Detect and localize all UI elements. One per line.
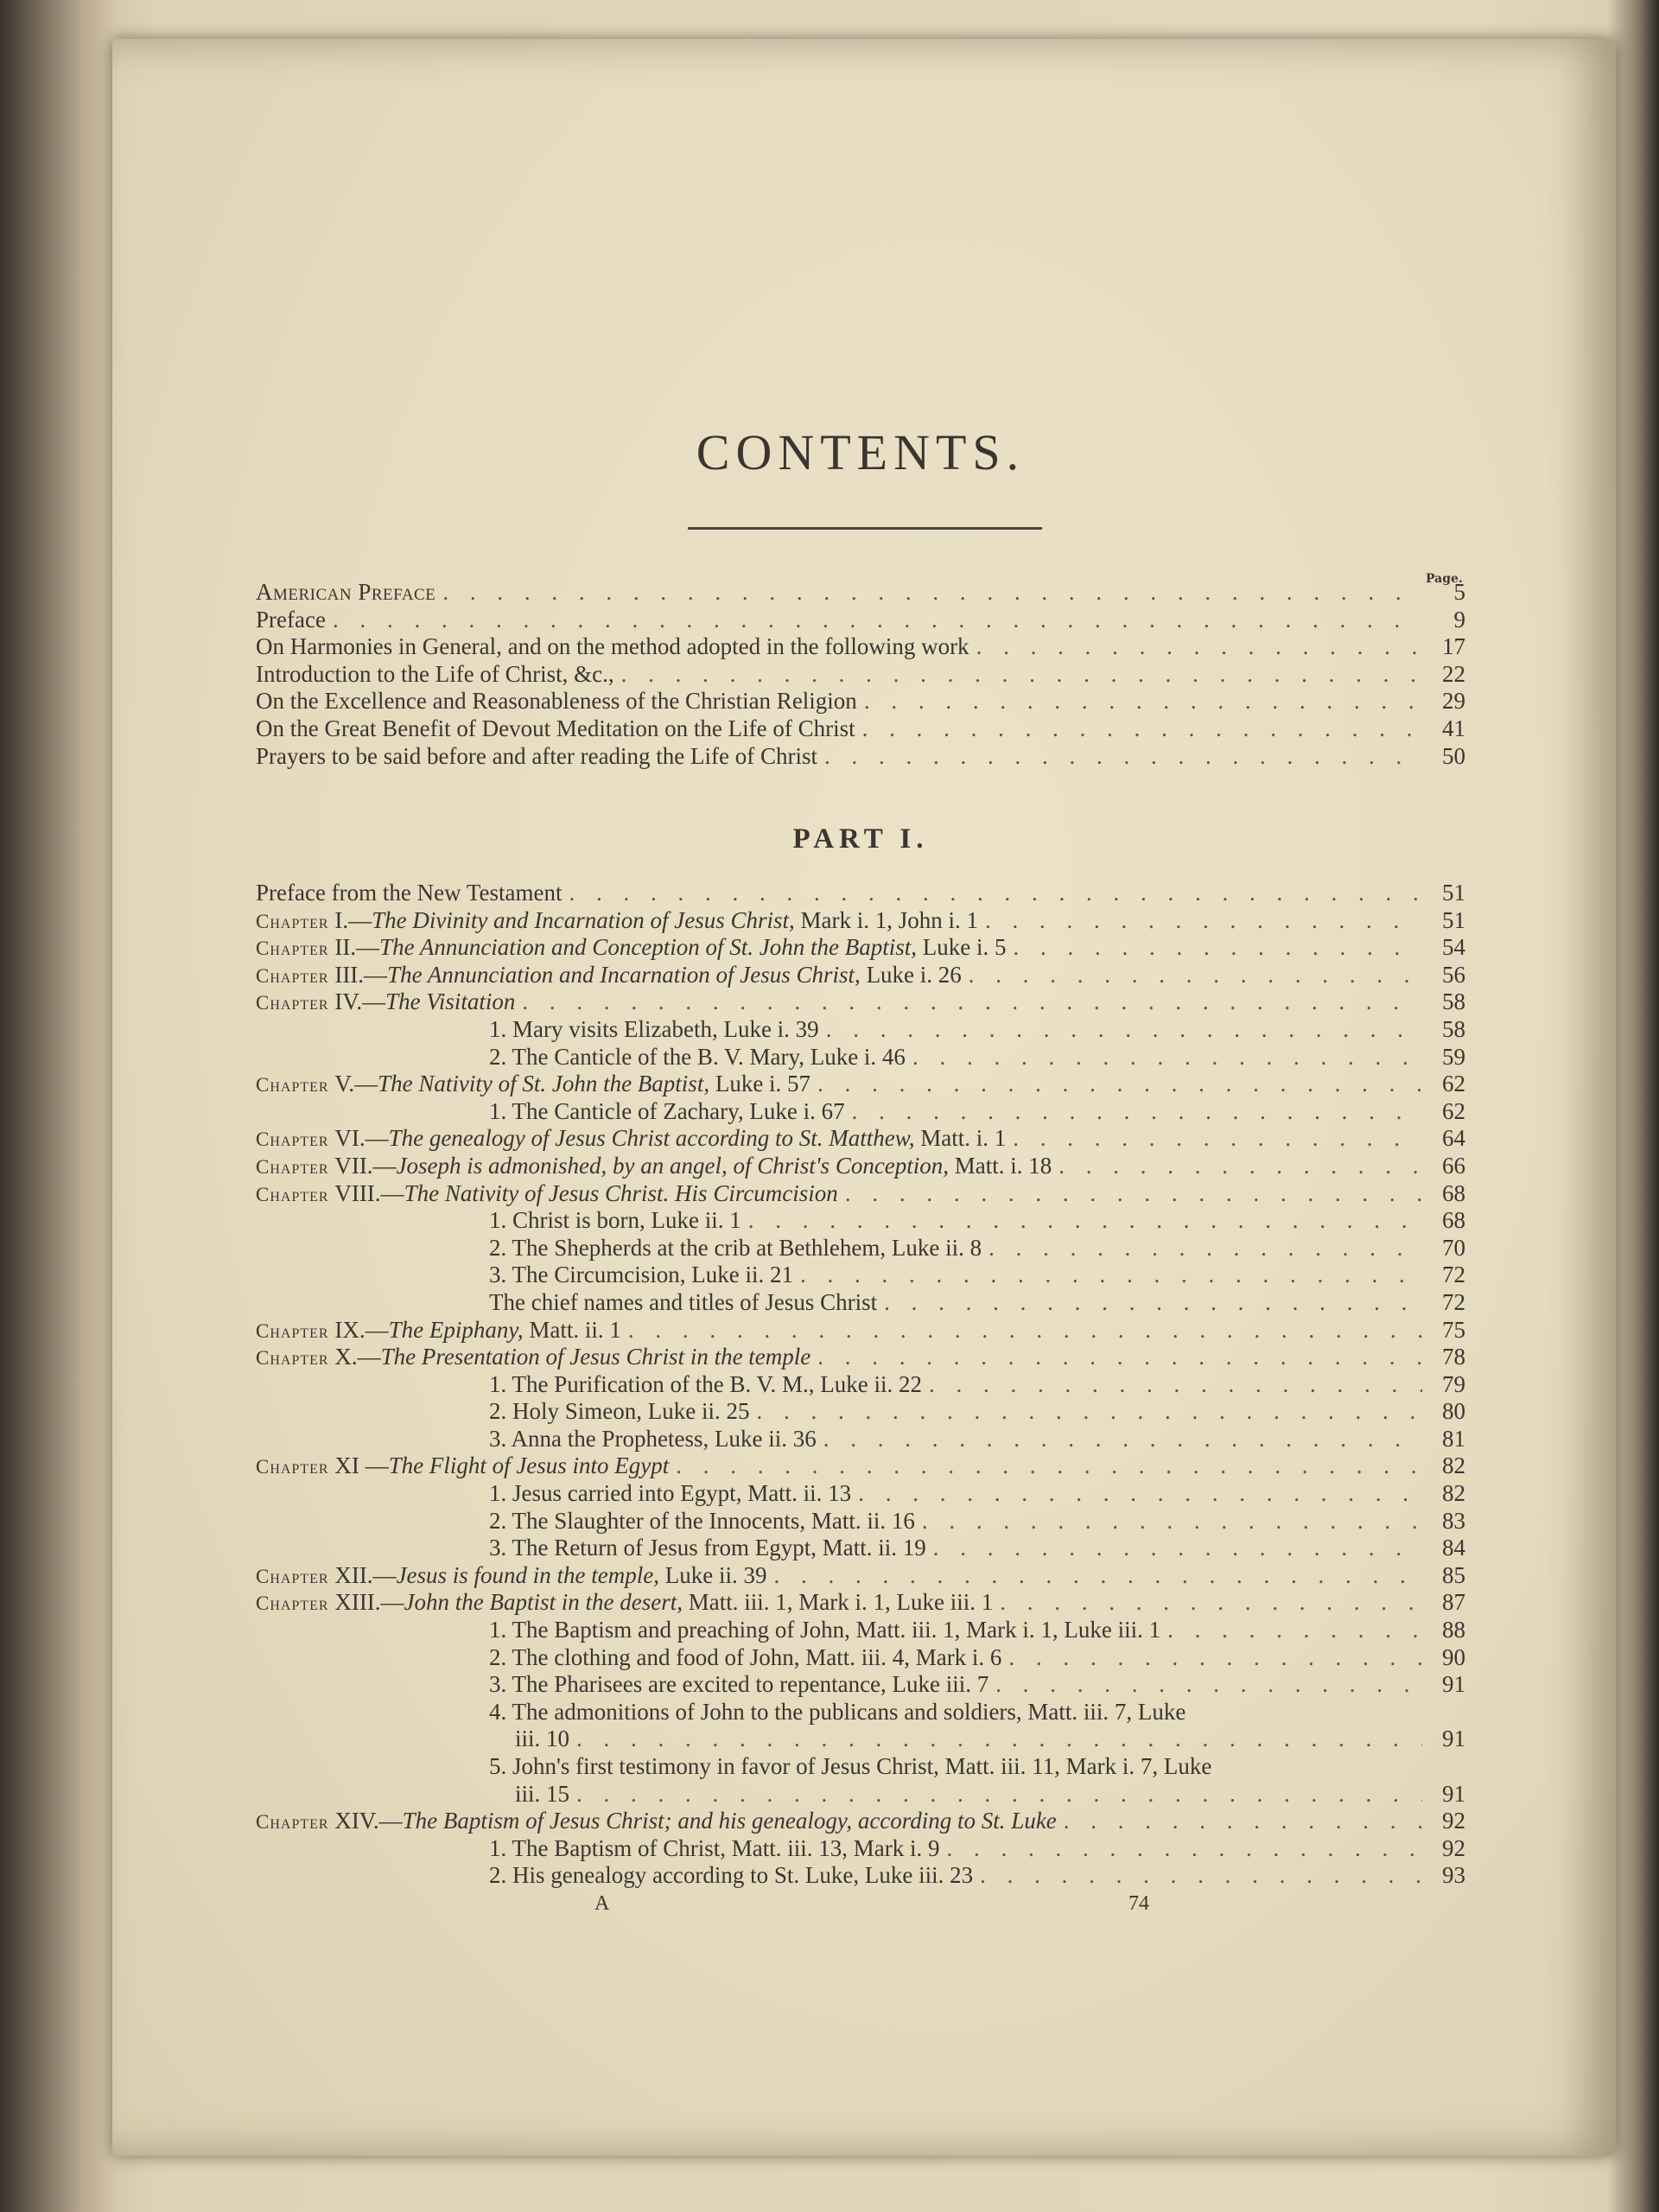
toc-page: 58 [1442, 1015, 1465, 1042]
chapter-reference: Luke i. 57 [709, 1071, 811, 1097]
toc-page: 83 [1442, 1507, 1465, 1534]
subsection-label: 3. The Return of Jesus from Egypt, Matt. ii. 19 [489, 1535, 926, 1561]
chapter-label [256, 1562, 767, 1591]
toc-page: 70 [1442, 1234, 1465, 1261]
signature-mark: A [594, 1892, 610, 1915]
chapter-number: XI — [334, 1452, 389, 1479]
dot-leader [1064, 1808, 1422, 1835]
dot-leader [1008, 1644, 1422, 1672]
chapter-label [256, 1125, 1006, 1154]
toc-row [256, 661, 1465, 689]
subsection-row [256, 1699, 1465, 1726]
subsection-row [256, 1016, 1465, 1044]
toc-page: 51 [1442, 906, 1465, 933]
page-title: CONTENTS. [696, 424, 1026, 480]
dot-leader [621, 661, 1422, 689]
subsection-row [256, 1753, 1465, 1781]
dot-leader [824, 743, 1422, 771]
dot-leader [912, 1044, 1422, 1071]
toc-row [256, 688, 1465, 715]
chapter-reference: Matt. i. 18 [949, 1152, 1052, 1179]
chapter-row [256, 1180, 1465, 1208]
chapter-word: Chapter [256, 1319, 329, 1342]
toc-label: Preface from the New Testament [256, 880, 563, 906]
dot-leader [933, 1535, 1422, 1562]
dot-leader [628, 1317, 1422, 1344]
dot-leader [980, 1862, 1422, 1890]
chapter-word: Chapter [256, 1128, 329, 1151]
chapter-word: Chapter [256, 910, 329, 932]
toc-row [256, 579, 1465, 607]
chapter-row [256, 1317, 1465, 1344]
toc-page: 5 [1453, 579, 1465, 605]
subsection-row [256, 1535, 1465, 1562]
subsection-label: 1. The Purification of the B. V. M., Luke ii. 22 [489, 1370, 922, 1397]
dot-leader [800, 1262, 1422, 1289]
toc-page: 9 [1453, 606, 1465, 632]
title-rule [688, 527, 1042, 530]
chapter-reference: Matt. i. 1 [914, 1125, 1007, 1152]
subsection-label: 2. The clothing and food of John, Matt. iii. 4, Mark i. 6 [489, 1643, 1002, 1670]
toc-page: 50 [1442, 742, 1465, 769]
chapter-word: Chapter [256, 992, 329, 1014]
subsection-label: 2. The Slaughter of the Innocents, Matt. ii. 16 [489, 1507, 915, 1534]
dot-leader [576, 1781, 1422, 1808]
toc-page: 91 [1442, 1780, 1465, 1807]
chapter-row [256, 1808, 1465, 1835]
chapter-number: X.— [334, 1344, 381, 1370]
chapter-reference: Luke i. 5 [917, 934, 1007, 961]
chapter-number: II.— [334, 934, 380, 961]
chapter-title: The Baptism of Jesus Christ; and his genealogy, according to St. Luke [402, 1808, 1057, 1834]
chapter-word: Chapter [256, 938, 329, 960]
dot-leader [333, 607, 1422, 634]
chapter-number: V.— [334, 1071, 378, 1097]
dot-leader [817, 1344, 1422, 1371]
dot-leader [845, 1180, 1422, 1208]
chapter-title: The Visitation [385, 988, 516, 1015]
toc-page: 90 [1442, 1643, 1465, 1670]
dot-leader [442, 579, 1422, 607]
chapter-label [256, 934, 1007, 963]
subsection-row [256, 1262, 1465, 1289]
toc-page: 79 [1442, 1370, 1465, 1397]
front-matter-list [256, 579, 1465, 770]
chapter-row [256, 1344, 1465, 1371]
subsection-label: 3. Anna the Prophetess, Luke ii. 36 [489, 1425, 817, 1452]
chapter-row [256, 1153, 1465, 1180]
toc-page: 84 [1442, 1535, 1465, 1561]
chapter-reference: Matt. iii. 1, Mark i. 1, Luke iii. 1 [683, 1589, 994, 1616]
chapter-reference: Luke ii. 39 [659, 1561, 767, 1588]
subsection-row [256, 1862, 1465, 1890]
subsection-row [256, 1671, 1465, 1699]
subsection-row [256, 1289, 1465, 1317]
dot-leader [1167, 1617, 1422, 1644]
chapter-title: The Annunciation and Conception of St. John the Baptist, [379, 934, 918, 961]
dot-leader [922, 1508, 1422, 1535]
part-one-list [256, 880, 1465, 1890]
chapter-title: The Epiphany, [388, 1316, 524, 1343]
dot-leader [1014, 934, 1423, 962]
dot-leader [988, 1235, 1422, 1262]
subsection-row [256, 1508, 1465, 1535]
chapter-number: IV.— [334, 988, 386, 1015]
subsection-row [256, 1644, 1465, 1672]
dot-leader [946, 1835, 1422, 1863]
dot-leader [823, 1426, 1422, 1453]
toc-row [256, 880, 1465, 907]
dot-leader [976, 633, 1422, 661]
dot-leader [995, 1671, 1422, 1699]
subsection-row [256, 1426, 1465, 1453]
toc-label: On the Excellence and Reasonableness of the Christian Religion [256, 688, 857, 715]
dot-leader [1000, 1589, 1422, 1617]
chapter-label [256, 1317, 621, 1345]
dot-leader [826, 1016, 1422, 1044]
subsection-label: 5. John's first testimony in favor of Jesus Christ, Matt. iii. 11, Mark i. 7, Luke [489, 1753, 1212, 1779]
chapter-row [256, 934, 1465, 962]
subsection-continuation-row [256, 1781, 1465, 1808]
toc-page: 87 [1442, 1589, 1465, 1616]
dot-leader [817, 1071, 1422, 1098]
toc-page: 68 [1442, 1207, 1465, 1234]
dot-leader [1058, 1153, 1422, 1180]
chapter-label [256, 1180, 838, 1209]
subsection-label: 1. The Baptism and preaching of John, Matt. iii. 1, Mark i. 1, Luke iii. 1 [489, 1617, 1161, 1643]
subsection-label: 1. The Baptism of Christ, Matt. iii. 13, Mark i. 9 [489, 1834, 940, 1861]
toc-label: Preface [256, 606, 326, 632]
dot-leader [569, 880, 1422, 907]
chapter-word: Chapter [256, 1155, 329, 1178]
subsection-continuation: iii. 15 [515, 1780, 570, 1807]
chapter-reference: Matt. ii. 1 [523, 1316, 621, 1343]
dot-leader [774, 1562, 1423, 1590]
toc-page: 72 [1442, 1262, 1465, 1288]
chapter-label [256, 962, 962, 990]
chapter-reference: Mark i. 1, John i. 1 [794, 906, 979, 933]
subsection-row [256, 1098, 1465, 1126]
chapter-title: The Divinity and Incarnation of Jesus Christ, [372, 906, 795, 933]
chapter-word: Chapter [256, 1456, 329, 1478]
page-column-label: Page. [1426, 572, 1463, 586]
chapter-word: Chapter [256, 1074, 329, 1096]
chapter-word: Chapter [256, 1565, 329, 1587]
subsection-label: 4. The admonitions of John to the publicans and soldiers, Matt. iii. 7, Luke [489, 1698, 1186, 1725]
chapter-title: The Nativity of St. John the Baptist, [378, 1071, 710, 1097]
subsection-row [256, 1398, 1465, 1426]
toc-row [256, 715, 1465, 743]
subsection-label: 2. The Shepherds at the crib at Bethlehem, Luke ii. 8 [489, 1234, 982, 1261]
subsection-label: 2. His genealogy according to St. Luke, Luke iii. 23 [489, 1862, 974, 1889]
toc-page: 80 [1442, 1398, 1465, 1425]
chapter-title: The Flight of Jesus into Egypt [388, 1452, 670, 1479]
subsection-row [256, 1835, 1465, 1863]
dot-leader [576, 1726, 1422, 1753]
dot-leader [864, 688, 1422, 715]
chapter-reference: Luke i. 26 [860, 961, 962, 988]
toc-page: 58 [1442, 988, 1465, 1015]
subsection-label: 2. The Canticle of the B. V. Mary, Luke i. 46 [489, 1043, 906, 1070]
dot-leader [929, 1371, 1422, 1399]
chapter-label [256, 1452, 669, 1481]
dot-leader [1013, 1125, 1422, 1153]
chapter-row [256, 1589, 1465, 1617]
toc-page: 41 [1442, 715, 1465, 741]
chapter-title: John the Baptist in the desert, [404, 1589, 683, 1616]
toc-page: 75 [1442, 1316, 1465, 1343]
chapter-row [256, 988, 1465, 1016]
subsection-label: 1. Christ is born, Luke ii. 1 [489, 1207, 741, 1234]
subsection-label: 1. Mary visits Elizabeth, Luke i. 39 [489, 1015, 819, 1042]
toc-page: 82 [1442, 1480, 1465, 1507]
toc-page: 78 [1442, 1344, 1465, 1370]
chapter-number: XII.— [334, 1561, 397, 1588]
subsection-continuation: iii. 10 [515, 1726, 570, 1752]
toc-page: 59 [1442, 1043, 1465, 1070]
chapter-label [256, 1589, 993, 1618]
chapter-title: The genealogy of Jesus Christ according to St. Matthew, [388, 1125, 915, 1152]
chapter-number: XIII.— [334, 1589, 404, 1616]
subsection-row [256, 1480, 1465, 1508]
toc-row [256, 633, 1465, 661]
chapter-title: The Presentation of Jesus Christ in the temple [380, 1344, 811, 1370]
subsection-label: 1. Jesus carried into Egypt, Matt. ii. 13 [489, 1480, 852, 1507]
chapter-label [256, 1344, 810, 1372]
subsection-row [256, 1207, 1465, 1235]
chapter-number: XIV.— [334, 1808, 403, 1834]
chapter-label [256, 1071, 810, 1099]
subsection-row [256, 1235, 1465, 1262]
toc-page: 17 [1442, 633, 1465, 660]
toc-label: On Harmonies in General, and on the method adopted in the following work [256, 633, 969, 660]
toc-label: American Preface [256, 579, 436, 605]
chapter-number: III.— [334, 961, 388, 988]
dot-leader [969, 962, 1422, 989]
chapter-label [256, 988, 515, 1017]
chapter-word: Chapter [256, 964, 329, 987]
subsection-row [256, 1371, 1465, 1399]
subsection-label: The chief names and titles of Jesus Christ [489, 1288, 878, 1315]
subsection-label: 1. The Canticle of Zachary, Luke i. 67 [489, 1097, 845, 1124]
dot-leader [676, 1452, 1422, 1480]
chapter-number: I.— [334, 906, 372, 933]
toc-page: 72 [1442, 1288, 1465, 1315]
chapter-row [256, 962, 1465, 989]
toc-page: 22 [1442, 660, 1465, 687]
subsection-row [256, 1044, 1465, 1071]
toc-label: On the Great Benefit of Devout Meditation on the Life of Christ [256, 715, 855, 741]
subsection-label: 2. Holy Simeon, Luke ii. 25 [489, 1398, 750, 1425]
chapter-row [256, 1562, 1465, 1590]
dot-leader [985, 907, 1422, 935]
chapter-row [256, 907, 1465, 935]
toc-page: 68 [1442, 1179, 1465, 1206]
toc-page: 93 [1442, 1862, 1465, 1889]
toc-label: Prayers to be said before and after reading the Life of Christ [256, 742, 818, 769]
dot-leader [756, 1398, 1422, 1426]
chapter-title: The Nativity of Jesus Christ. His Circumcision [404, 1179, 838, 1206]
chapter-title: The Annunciation and Incarnation of Jesus Christ, [387, 961, 861, 988]
chapter-label [256, 1808, 1057, 1836]
chapter-title: Joseph is admonished, by an angel, of Christ's Conception, [396, 1152, 950, 1179]
toc-page: 81 [1442, 1425, 1465, 1452]
chapter-word: Chapter [256, 1592, 329, 1615]
chapter-row [256, 1125, 1465, 1153]
dot-leader [522, 988, 1422, 1016]
toc-page: 91 [1442, 1671, 1465, 1698]
chapter-number: IX.— [334, 1316, 389, 1343]
toc-page: 92 [1442, 1834, 1465, 1861]
chapter-word: Chapter [256, 1347, 329, 1370]
dot-leader [884, 1289, 1422, 1317]
chapter-row [256, 1071, 1465, 1098]
toc-page: 88 [1442, 1617, 1465, 1643]
chapter-number: VII.— [334, 1152, 397, 1179]
subsection-label: 3. The Circumcision, Luke ii. 21 [489, 1262, 793, 1288]
part-heading: PART I. [792, 823, 929, 855]
toc-page: 91 [1442, 1726, 1465, 1752]
toc-page: 66 [1442, 1152, 1465, 1179]
toc-page: 85 [1442, 1561, 1465, 1588]
chapter-label [256, 1153, 1052, 1181]
toc-page: 51 [1442, 880, 1465, 906]
toc-page: 54 [1442, 934, 1465, 961]
page-number: 74 [1128, 1892, 1149, 1915]
subsection-continuation-row [256, 1726, 1465, 1753]
toc-page: 92 [1442, 1808, 1465, 1834]
toc-page: 64 [1442, 1125, 1465, 1152]
dot-leader [858, 1480, 1422, 1508]
chapter-word: Chapter [256, 1183, 329, 1205]
toc-page: 82 [1442, 1452, 1465, 1479]
toc-row [256, 743, 1465, 771]
dot-leader [748, 1207, 1422, 1235]
toc-row [256, 607, 1465, 634]
toc-page: 56 [1442, 961, 1465, 988]
subsection-label: 3. The Pharisees are excited to repentance, Luke iii. 7 [489, 1671, 989, 1698]
toc-page: 62 [1442, 1071, 1465, 1097]
chapter-number: VIII.— [334, 1179, 404, 1206]
chapter-title: Jesus is found in the temple, [396, 1561, 660, 1588]
toc-page: 62 [1442, 1097, 1465, 1124]
toc-page: 29 [1442, 688, 1465, 715]
chapter-label [256, 907, 978, 936]
toc-label: Introduction to the Life of Christ, &c., [256, 660, 614, 687]
dot-leader [862, 715, 1422, 743]
subsection-row [256, 1617, 1465, 1644]
chapter-word: Chapter [256, 1811, 329, 1834]
dot-leader [852, 1098, 1422, 1126]
chapter-number: VI.— [334, 1125, 389, 1152]
chapter-row [256, 1452, 1465, 1480]
